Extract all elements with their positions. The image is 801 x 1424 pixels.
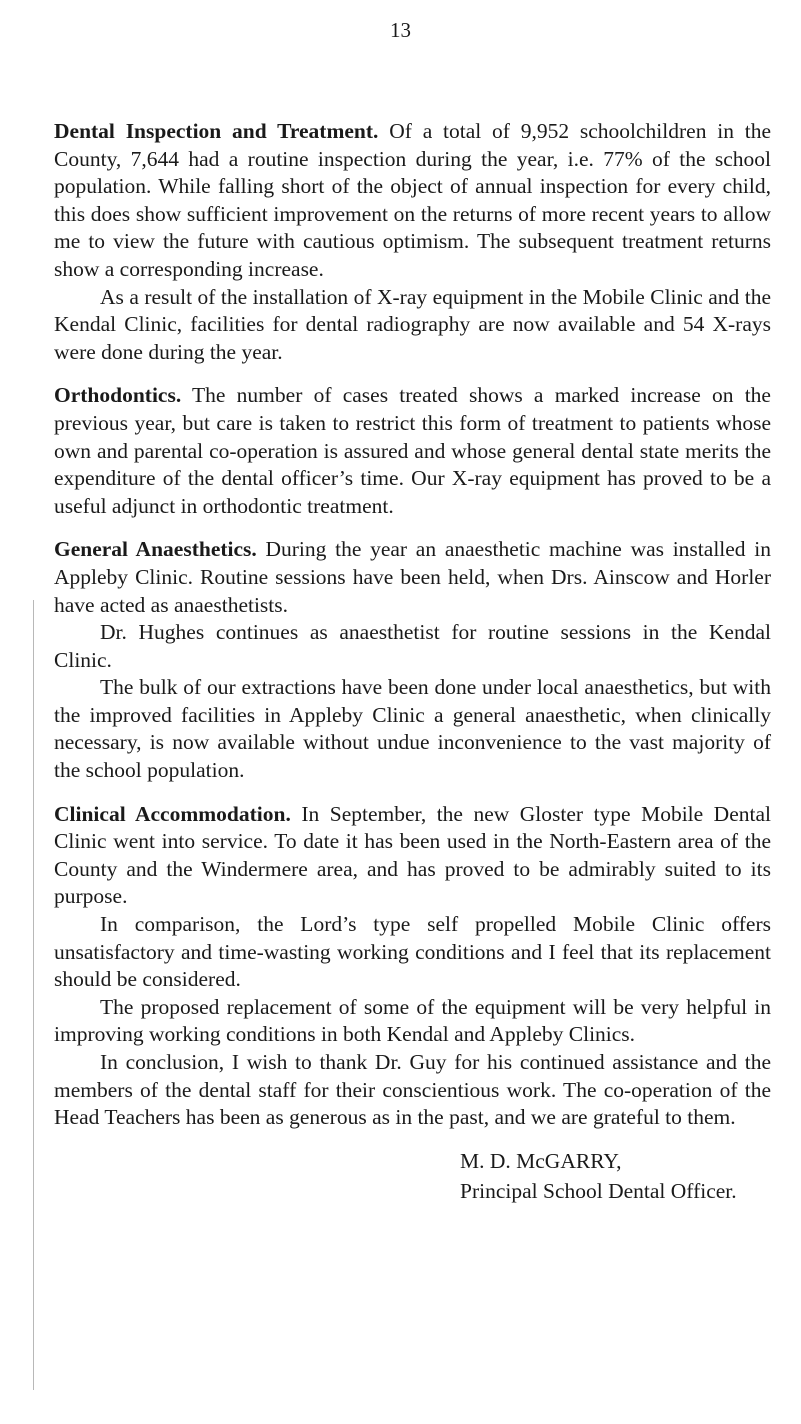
section-dental-inspection-para-2: As a result of the installation of X-ray equipment in the Mobile Clinic and the Kendal Clinic, facilities for dental radiography are now available and 54 X-rays were done during the year. <box>54 284 771 364</box>
section-anaesthetics-para-1 <box>54 536 771 619</box>
section-accommodation-para-4: In conclusion, I wish to thank Dr. Guy for his continued assistance and the members of the dental staff for their conscientious work. The co-operation of the Head Teachers has been as generous as in the past, and we are grateful to them. <box>54 1050 771 1130</box>
section-heading-orthodontics: Orthodontics. <box>54 383 182 408</box>
section-accommodation-para-3: The proposed replacement of some of the equipment will be very helpful in improving working conditions in both Kendal and Appleby Clinics. <box>54 994 771 1047</box>
section-accommodation-para-2: In comparison, the Lord’s type self propelled Mobile Clinic offers unsatisfactory and time-wasting working conditions and I feel that its replacement should be considered. <box>54 912 771 992</box>
section-anaesthetics-para-3: The bulk of our extractions have been done under local anaesthetics, but with the improved facilities in Appleby Clinic a general anaesthetic, when clinically necessary, is now available without undue inconvenience to the vast majority of the school population. <box>54 675 771 783</box>
signatory-title: Principal School Dental Officer. <box>460 1178 737 1203</box>
section-anaesthetics-para-2: Dr. Hughes continues as anaesthetist for routine sessions in the Kendal Clinic. <box>54 620 771 672</box>
signatory-name: M. D. McGARRY, <box>460 1148 622 1173</box>
paragraph-text: Of a total of 9,952 schoolchildren in the County, 7,644 had a routine inspection during the year, i.e. 77% of the school population. While falling short of the object of annual inspection for every child, this does show sufficient improvement on the returns of more recent years to allow me to view the future with cautious optimism. The subsequent treatment returns show a corresponding increase. <box>54 119 772 281</box>
section-heading-dental-inspection: Dental Inspection and Treatment. <box>54 119 379 143</box>
paragraph-text: During the year an anaesthetic machine was installed in Appleby Clinic. Routine sessions have been held, when Drs. Ainscow and Horler have acted as anaesthetists. <box>54 537 771 617</box>
section-dental-inspection-para-1 <box>54 118 771 284</box>
page-number: 13 <box>390 18 411 42</box>
signature-block <box>54 1146 771 1206</box>
paragraph-text: The number of cases treated shows a marked increase on the previous year, but care is taken to restrict this form of treatment to patients whose own and parental co-operation is assured and whose general dental state merits the expenditure of the dental officer’s time. Our X-ray equipment has proved to be a useful adjunct in orthodontic treatment. <box>54 383 771 518</box>
scan-edge-line <box>33 600 34 1390</box>
section-accommodation-para-1 <box>54 801 771 911</box>
paragraph-text: In September, the new Gloster type Mobile Dental Clinic went into service. To date it has been used in the North-Eastern area of the County and the Windermere area, and has proved to be admirably suited to its purpose. <box>54 801 771 909</box>
document-body <box>54 118 771 1206</box>
section-heading-accommodation: Clinical Accommodation. <box>54 801 291 826</box>
section-orthodontics-para-1 <box>54 382 771 520</box>
section-heading-anaesthetics: General Anaesthetics. <box>54 537 257 562</box>
